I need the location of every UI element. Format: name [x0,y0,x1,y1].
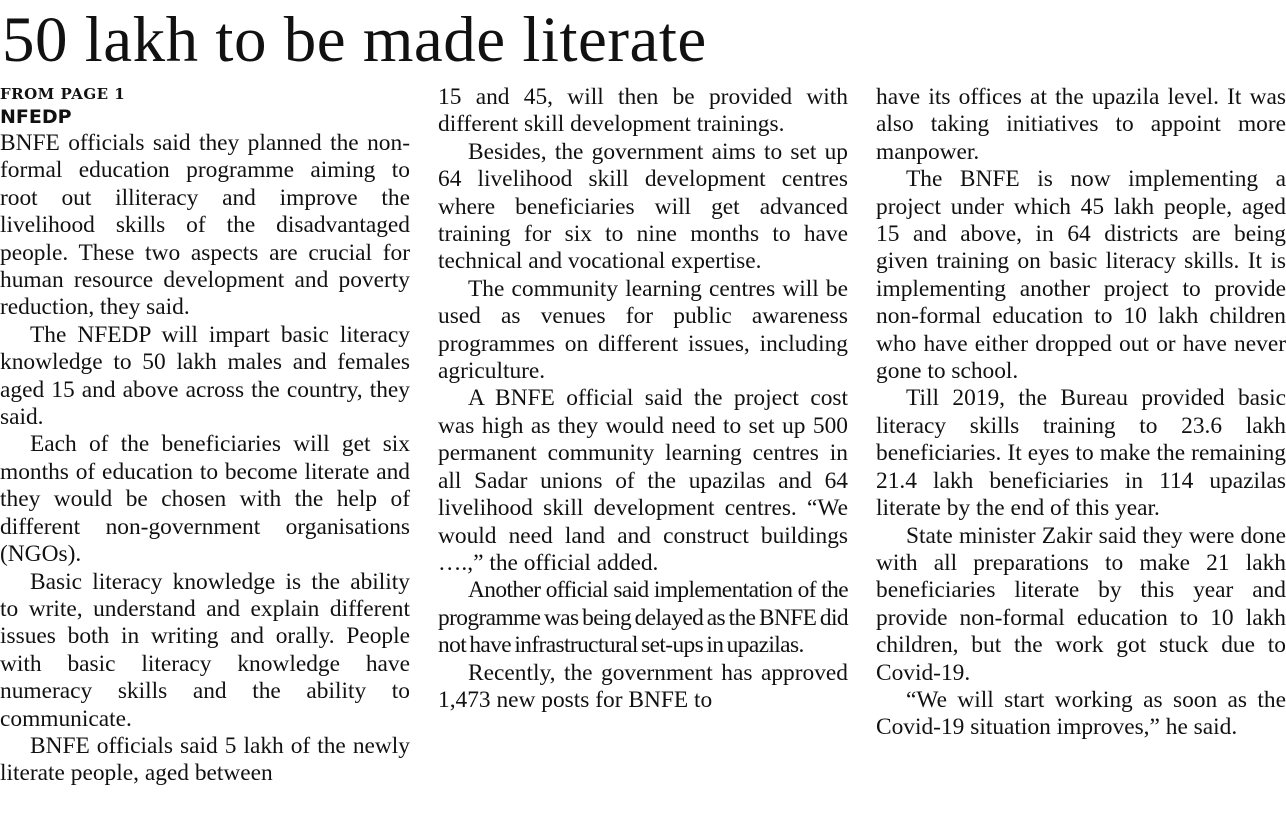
paragraph: “We will start working as soon as the Covid-19 situation improves,” he said. [876,686,1286,741]
paragraph: Another official said implementation of the programme was being delayed as the BNFE did not have infrastructural set-ups in upazilas. [438,577,848,659]
article-headline: 50 lakh to be made literate [2,4,707,76]
paragraph: The community learning centres will be used as venues for public awareness programmes on different issues, including agriculture. [438,275,848,385]
paragraph: Each of the beneficiaries will get six months of education to become literate and they would be chosen with the help of different non-government organisations (NGOs). [0,431,410,568]
section-subhead: NFEDP [0,106,72,128]
article-column-3 [876,84,1286,742]
paragraph: 15 and 45, will then be provided with different skill development trainings. [438,84,848,138]
paragraph: The BNFE is now implementing a project under which 45 lakh people, aged 15 and above, in 64 districts are being given training on basic literacy skills. It is implementing another project to provide non-formal education to 10 lakh children who have either dropped out or have never gone to school. [876,166,1286,385]
continuation-label: FROM PAGE 1 [0,85,126,103]
paragraph: A BNFE official said the project cost was high as they would need to set up 500 permanent community learning centres in all Sadar unions of the upazilas and 64 livelihood skill development centres. “We would need land and construct buildings ….,” the official added. [438,385,848,576]
paragraph: Basic literacy knowledge is the ability to write, understand and explain different issues both in writing and orally. People with basic literacy knowledge have numeracy skills and the ability to communicate. [0,568,410,732]
paragraph: The NFEDP will impart basic literacy knowledge to 50 lakh males and females aged 15 and above across the country, they said. [0,321,410,431]
paragraph: State minister Zakir said they were done with all preparations to make 21 lakh beneficiaries literate by this year and provide non-formal education to 10 lakh children, but the work got stuck due to Covid-19. [876,522,1286,686]
paragraph: BNFE officials said they planned the non-formal education programme aiming to root out illiteracy and improve the livelihood skills of the disadvantaged people. These two aspects are crucial for human resource development and poverty reduction, they said. [0,130,410,321]
paragraph: Besides, the government aims to set up 64 livelihood skill development centres where beneficiaries will get advanced training for six to nine months to have technical and vocational expertise. [438,138,848,275]
paragraph: Till 2019, the Bureau provided basic literacy skills training to 23.6 lakh beneficiaries. It eyes to make the remaining 21.4 lakh beneficiaries in 114 upazilas literate by the end of this year. [876,385,1286,522]
paragraph: BNFE officials said 5 lakh of the newly literate people, aged between [0,732,410,787]
paragraph: have its offices at the upazila level. It was also taking initiatives to appoint more manpower. [876,84,1286,165]
article-column-1 [0,84,410,788]
article-column-2 [438,84,848,714]
paragraph: Recently, the government has approved 1,473 new posts for BNFE to [438,659,848,713]
